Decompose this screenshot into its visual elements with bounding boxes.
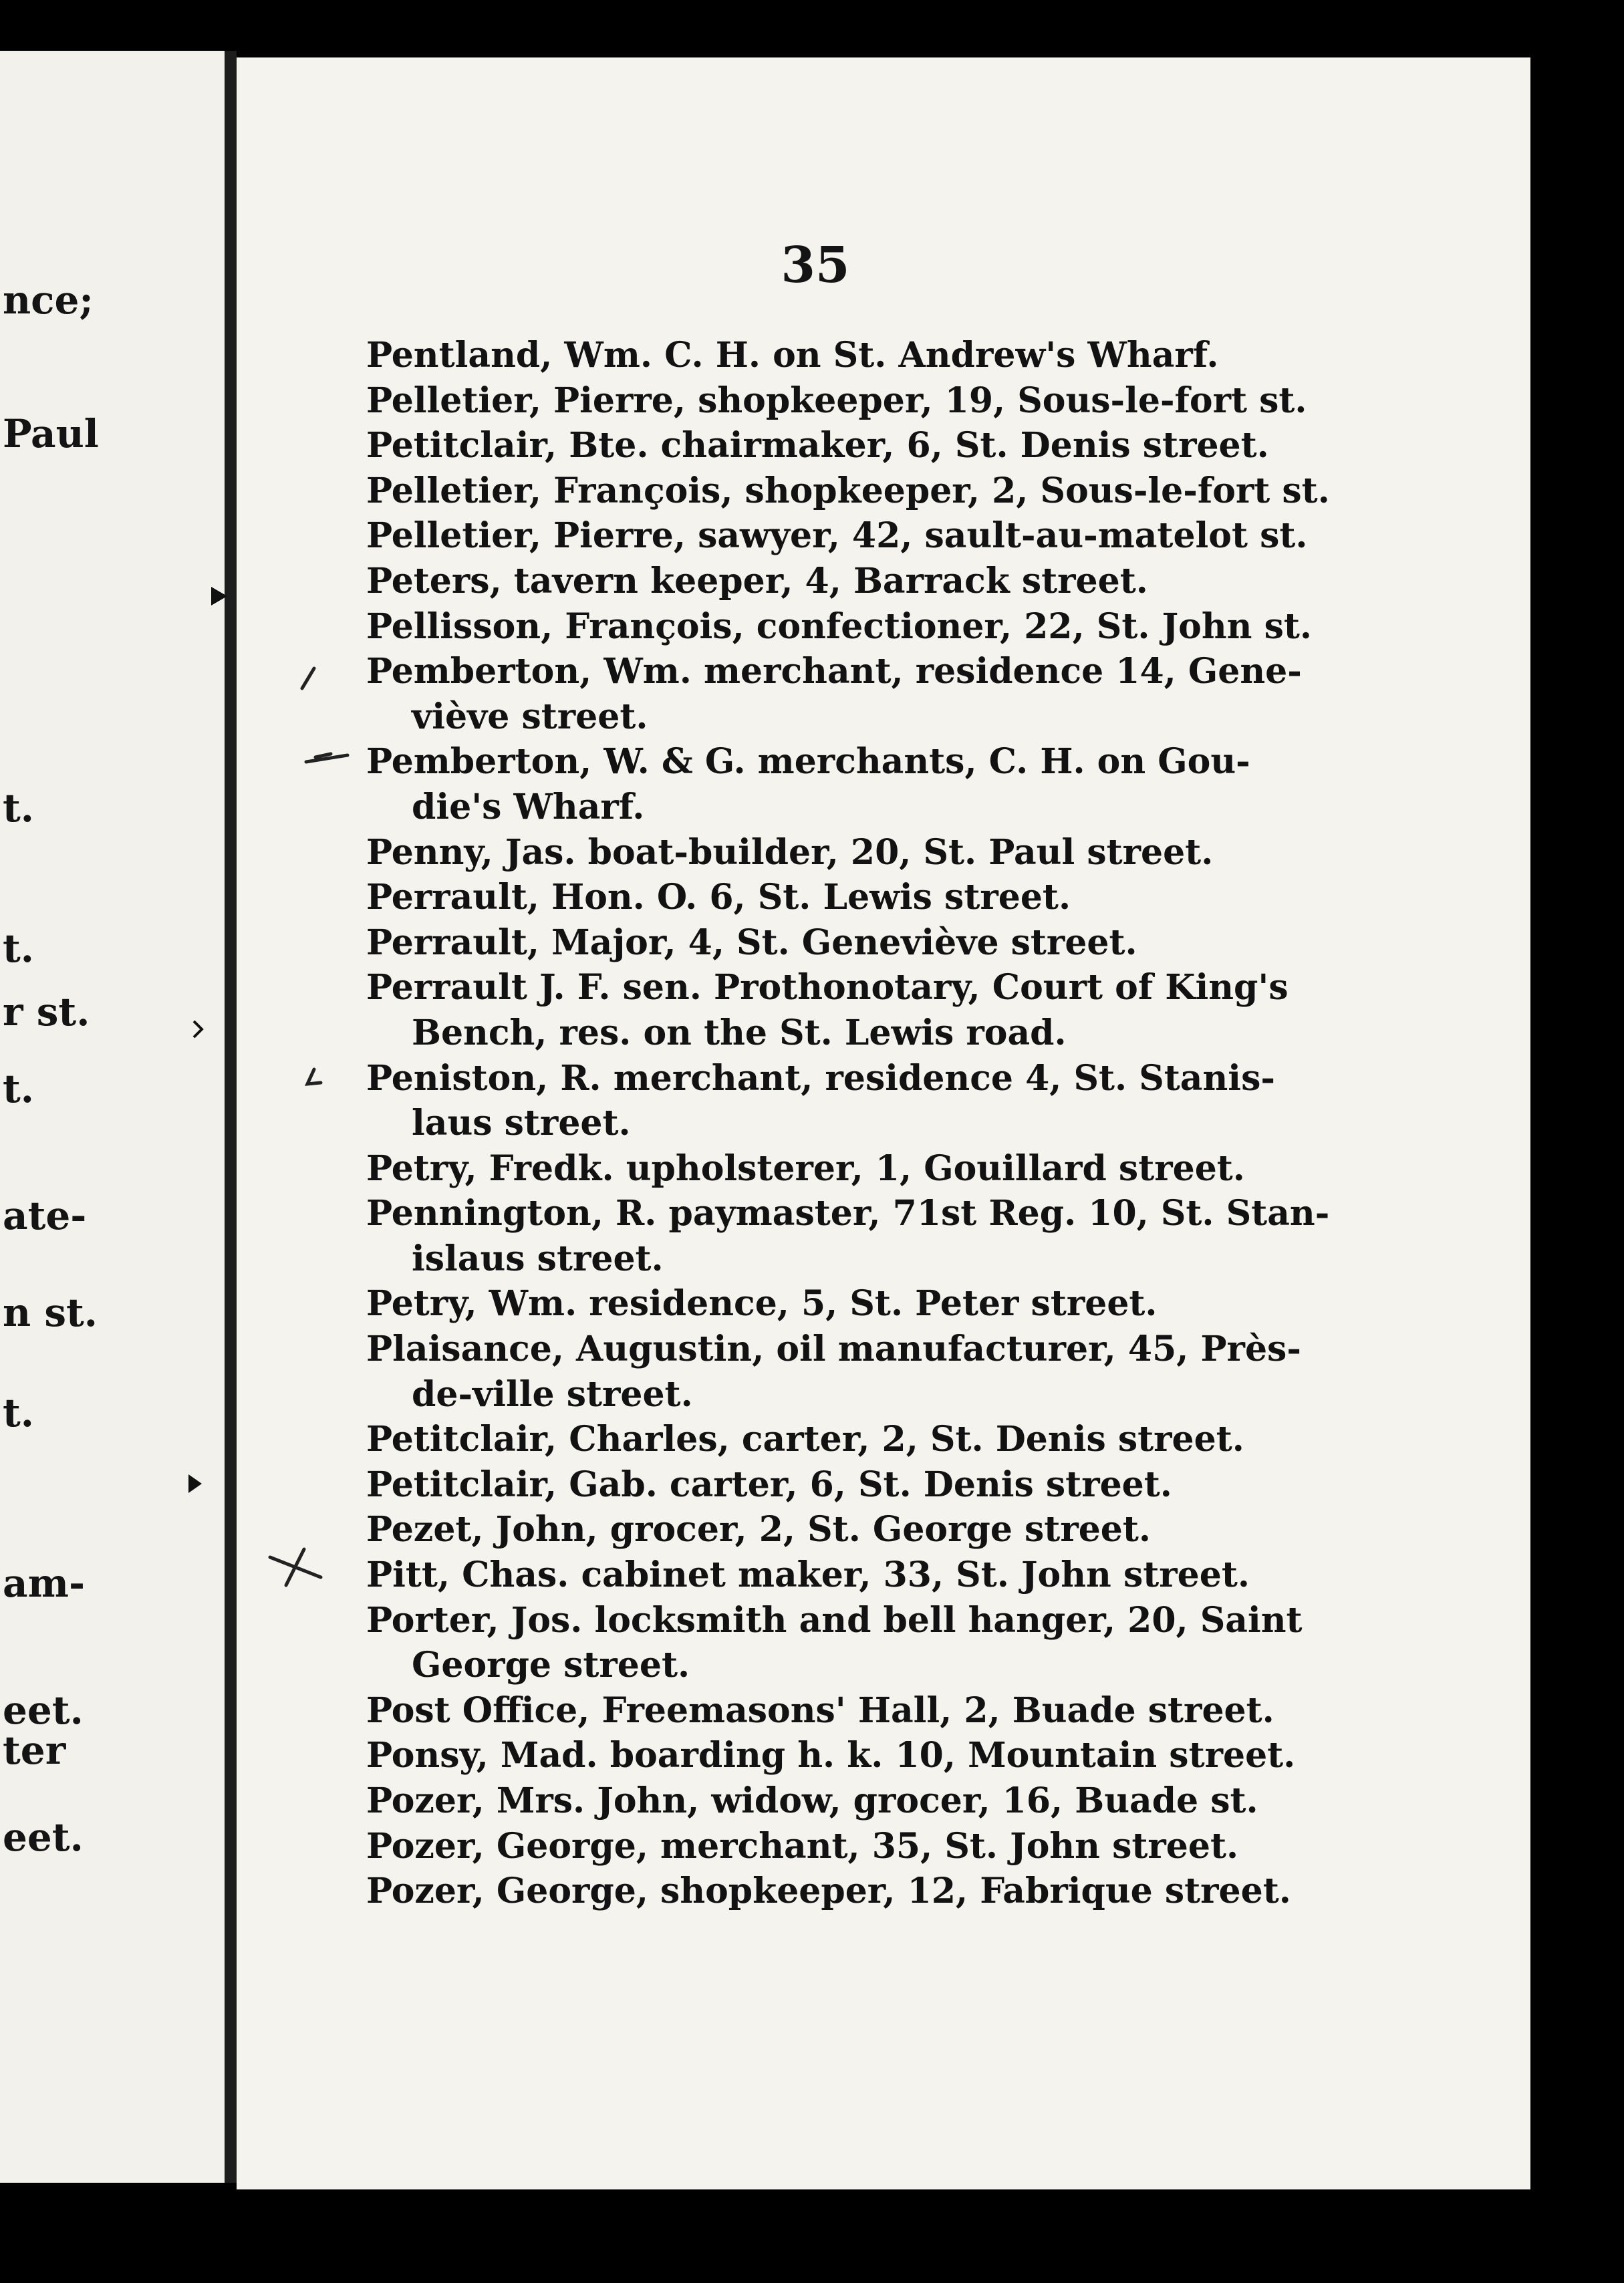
entry-line: Pelletier, Pierre, shopkeeper, 19, Sous-le-fort st.	[366, 380, 1307, 421]
left-page-fragment: t.	[3, 926, 34, 971]
directory-entry	[366, 965, 1322, 1055]
entry-line: Pennington, R. paymaster, 71st Reg. 10, St. Stan-	[366, 1193, 1330, 1234]
directory-entry	[366, 559, 1322, 604]
directory-entry	[366, 1507, 1322, 1553]
entry-line: Petitclair, Charles, carter, 2, St. Denis street.	[366, 1419, 1244, 1460]
directory-entry	[366, 1417, 1322, 1462]
left-page-fragment: ter	[3, 1728, 66, 1773]
directory-entry	[366, 468, 1330, 514]
entry-line: Petry, Fredk. upholsterer, 1, Gouillard street.	[366, 1148, 1245, 1189]
directory-entry	[366, 1688, 1322, 1734]
left-page-fragment: Paul	[3, 411, 99, 456]
entry-line: Pozer, George, merchant, 35, St. John street.	[366, 1825, 1239, 1867]
directory-entry	[366, 1191, 1330, 1281]
directory-entry	[366, 649, 1322, 739]
entry-line: Pemberton, Wm. merchant, residence 14, Gene-	[366, 651, 1302, 692]
entry-line: Pelletier, Pierre, sawyer, 42, sault-au-matelot st.	[366, 515, 1308, 557]
left-page-fragment: nce;	[3, 277, 94, 323]
entry-line: Pozer, George, shopkeeper, 12, Fabrique street.	[366, 1871, 1291, 1912]
directory-entry	[366, 739, 1322, 829]
entry-continuation-line: islaus street.	[412, 1238, 664, 1279]
left-page-fragment: t.	[3, 785, 34, 831]
entry-line: Porter, Jos. locksmith and bell hanger, 20, Saint	[366, 1599, 1303, 1641]
left-page-fragment: r st.	[3, 989, 90, 1035]
directory-entry	[366, 333, 1322, 378]
left-page-fragment: n st.	[3, 1290, 98, 1335]
directory-entry	[366, 378, 1322, 424]
directory-entry	[366, 1733, 1322, 1778]
directory-entry	[366, 1462, 1322, 1508]
entry-line: Penny, Jas. boat-builder, 20, St. Paul street.	[366, 831, 1214, 873]
entry-line: Pozer, Mrs. John, widow, grocer, 16, Buade st.	[366, 1780, 1258, 1821]
left-page-fragment: t.	[3, 1066, 34, 1111]
left-page-fragment: t.	[3, 1390, 34, 1436]
entry-continuation-line: viève street.	[412, 696, 648, 737]
left-page-fragment: eet.	[3, 1688, 84, 1733]
directory-entry	[366, 423, 1322, 468]
entry-line: Pellisson, François, confectioner, 22, St. John st.	[366, 606, 1312, 647]
directory-entry	[366, 1824, 1322, 1869]
entry-continuation-line: die's Wharf.	[412, 786, 645, 827]
directory-entry	[366, 1146, 1322, 1192]
entry-line: Post Office, Freemasons' Hall, 2, Buade street.	[366, 1690, 1274, 1731]
directory-entry	[366, 1778, 1322, 1824]
directory-entry	[366, 1869, 1322, 1914]
directory-entry	[366, 830, 1322, 876]
entry-line: Ponsy, Mad. boarding h. k. 10, Mountain street.	[366, 1735, 1296, 1776]
left-page-fragment: eet.	[3, 1815, 84, 1860]
entry-continuation-line: de-ville street.	[412, 1373, 693, 1415]
entry-continuation-line: laus street.	[412, 1103, 631, 1144]
left-page	[0, 51, 227, 2183]
directory-entry	[366, 1327, 1322, 1417]
entry-line: Petitclair, Gab. carter, 6, St. Denis street.	[366, 1464, 1172, 1505]
entry-line: Perrault, Hon. O. 6, St. Lewis street.	[366, 877, 1071, 918]
entry-line: Perrault, Major, 4, St. Geneviève street.	[366, 922, 1137, 963]
directory-entry	[366, 513, 1322, 559]
directory-entry	[366, 604, 1322, 650]
left-page-text-fragments	[0, 51, 227, 2183]
entry-line: Peniston, R. merchant, residence 4, St. Stanis-	[366, 1057, 1275, 1099]
entry-continuation-line: George street.	[412, 1645, 690, 1686]
entry-line: Perrault J. F. sen. Prothonotary, Court of King's	[366, 967, 1289, 1009]
entry-line: Pezet, John, grocer, 2, St. George street.	[366, 1509, 1152, 1551]
page-number: 35	[781, 237, 850, 294]
left-page-fragment: am-	[3, 1561, 86, 1606]
entry-continuation-line: Bench, res. on the St. Lewis road.	[412, 1012, 1067, 1053]
entry-line: Pitt, Chas. cabinet maker, 33, St. John street.	[366, 1555, 1250, 1596]
directory-entry	[366, 920, 1322, 966]
entry-line: Petitclair, Bte. chairmaker, 6, St. Denis street.	[366, 425, 1269, 466]
entry-line: Plaisance, Augustin, oil manufacturer, 45, Près-	[366, 1329, 1301, 1370]
entry-line: Pentland, Wm. C. H. on St. Andrew's Wharf.	[366, 335, 1219, 376]
entry-line: Pelletier, François, shopkeeper, 2, Sous-le-fort st.	[366, 470, 1330, 511]
directory-entry	[366, 875, 1322, 920]
entry-line: Petry, Wm. residence, 5, St. Peter street.	[366, 1283, 1158, 1325]
entry-line: Pemberton, W. & G. merchants, C. H. on Gou-	[366, 741, 1250, 783]
directory-entry	[366, 1553, 1322, 1598]
directory-entries	[366, 333, 1330, 1914]
entry-line: Peters, tavern keeper, 4, Barrack street.	[366, 560, 1148, 601]
directory-entry	[366, 1598, 1322, 1688]
directory-entry	[366, 1056, 1322, 1146]
left-page-fragment: ate-	[3, 1193, 87, 1238]
page-gutter	[225, 51, 237, 2183]
directory-entry	[366, 1281, 1322, 1327]
